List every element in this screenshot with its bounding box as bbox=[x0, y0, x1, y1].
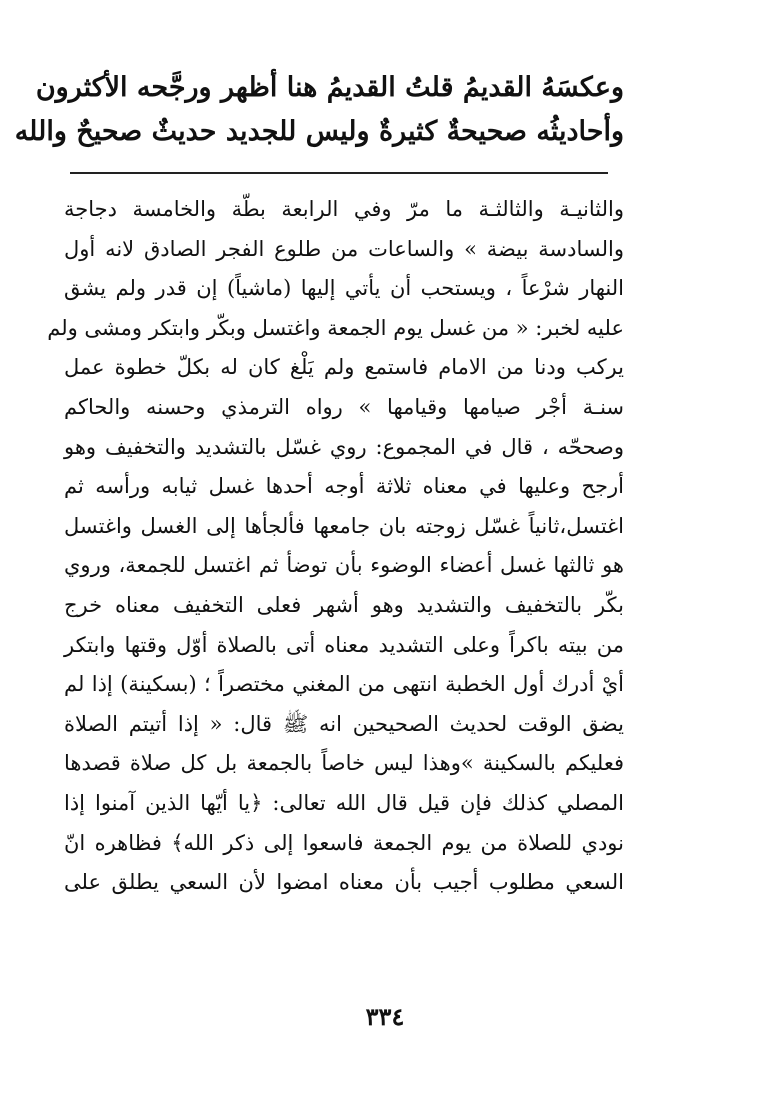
commentary-line: يضق الوقت لحديث الصحيحين انه ﷺ قال: « إذا أتيتم الصلاة bbox=[64, 711, 624, 736]
commentary-line: عليه لخبر: « من غسل يوم الجمعة واغتسل وبكّر وابتكر ومشى ولم bbox=[47, 315, 624, 340]
commentary-line: وصححّه ، قال في المجموع: روي غسّل بالتشديد والتخفيف وهو bbox=[64, 434, 624, 459]
commentary-line: المصلي كذلك فإن قيل قال الله تعالى: ﴿يا أيّها الذين آمنوا إذا bbox=[64, 790, 624, 815]
commentary-line: والثانيـة والثالثـة ما مرّ وفي الرابعة بطّة والخامسة دجاجة bbox=[64, 197, 624, 221]
commentary-line: من بيته باكراً وعلى التشديد معناه أتى بالصلاة أوّل وقتها وابتكر bbox=[64, 632, 624, 657]
commentary-line: اغتسل،ثانياً غسّل زوجته بان جامعها فألجأها إلى الغسل واغتسل bbox=[64, 513, 624, 538]
commentary-line: والسادسة بيضة » والساعات من طلوع الفجر الصادق لانه أول bbox=[64, 236, 624, 261]
commentary-line: يركب ودنا من الامام فاستمع ولم يَلْغ كان له بكلّ خطوة عمل bbox=[64, 355, 624, 380]
commentary-line: السعي مطلوب أجيب بأن معناه امضوا لأن السعي يطلق على bbox=[64, 870, 624, 895]
verse-line: وأحاديثُه صحيحةٌ كثيرةٌ وليس للجديد حديثٌ صحيحٌ والله bbox=[14, 116, 624, 147]
commentary-line: أيْ أدرك أول الخطبة انتهى من المغني مختصراً ؛ (بسكينة) إذا لم bbox=[64, 672, 624, 697]
commentary-line: هو ثالثها غسل أعضاء الوضوء بأن توضأ ثم اغتسل للجمعة، وروي bbox=[64, 553, 624, 578]
verse-block bbox=[14, 66, 624, 154]
commentary-line: سنـة أجْر صيامها وقيامها » رواه الترمذي وحسنه والحاكم bbox=[64, 394, 624, 419]
section-divider bbox=[70, 172, 608, 174]
commentary-line: النهار شرْعاً ، ويستحب أن يأتي إليها (ماشياً) إن قدر ولم يشق bbox=[64, 276, 624, 301]
page-number: ٣٣٤ bbox=[365, 1002, 405, 1031]
commentary-line: فعليكم بالسكينة »وهذا ليس خاصاً بالجمعة بل كل صلاة قصدها bbox=[64, 751, 624, 776]
commentary-line: نودي للصلاة من يوم الجمعة فاسعوا إلى ذكر الله﴾ فظاهره انّ bbox=[64, 830, 624, 855]
commentary-line: بكّر بالتخفيف والتشديد وهو أشهر فعلى التخفيف معناه خرج bbox=[64, 592, 624, 617]
verse-line: وعكسَهُ القديمُ قلتُ القديمُ هنا أظهر ورجَّحه الأكثرون bbox=[35, 72, 624, 103]
commentary-block bbox=[47, 190, 624, 903]
commentary-line: أرجح وعليها في معناه ثلاثة أوجه أحدها غسل ثيابه ورأسه ثم bbox=[64, 474, 624, 499]
